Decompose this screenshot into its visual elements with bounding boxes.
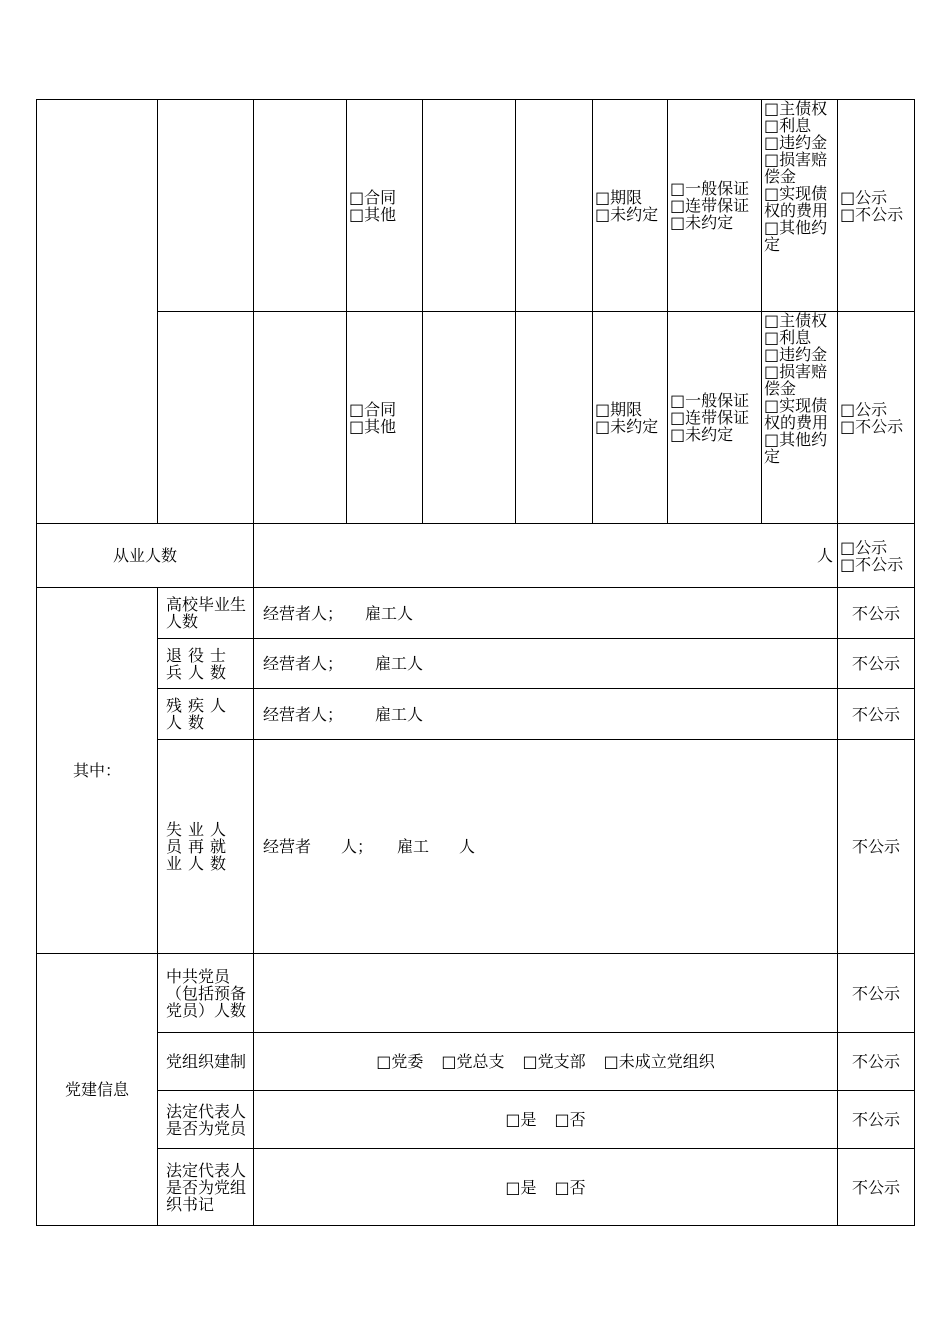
veterans-label: 退役士兵人数 <box>158 639 254 689</box>
party-members-row <box>37 954 915 1033</box>
enforcement-cost-option[interactable]: □实现债权的费用 <box>764 184 829 220</box>
rep-secretary-row <box>37 1149 915 1226</box>
blank-cell <box>158 312 254 524</box>
reemployed-label: 失业人员再就业人数 <box>158 740 254 954</box>
not-public-text: 不公示 <box>838 1091 915 1149</box>
no-party-org-option[interactable]: □未成立党组织 <box>603 1052 715 1071</box>
guarantee-period-cell[interactable] <box>593 100 668 312</box>
employee-count-text: 雇工人 <box>375 654 424 673</box>
penalty-option[interactable]: □违约金 <box>764 345 828 364</box>
party-org-row <box>37 1033 915 1091</box>
graduates-label: 高校毕业生人数 <box>158 588 254 639</box>
report-form-table <box>36 99 915 1226</box>
not-public-text: 不公示 <box>838 740 915 954</box>
rep-secretary-options[interactable] <box>254 1149 838 1226</box>
contract-type-cell[interactable] <box>347 312 423 524</box>
guarantee-type-cell[interactable] <box>668 100 762 312</box>
yes-option[interactable]: □是 <box>505 1177 537 1197</box>
rep-member-label: 法定代表人是否为党员 <box>158 1091 254 1149</box>
blank-cell <box>158 100 254 312</box>
other-agreement-option[interactable]: □其他约定 <box>764 218 828 254</box>
not-publicize-option[interactable]: □不公示 <box>840 416 904 436</box>
no-option[interactable]: □否 <box>554 1110 586 1129</box>
blank-cell <box>423 312 516 524</box>
general-guarantee-option[interactable]: □一般保证 <box>670 391 750 410</box>
person-unit-text: 人； <box>341 837 374 856</box>
blank-cell <box>516 312 593 524</box>
publicity-cell[interactable] <box>838 100 915 312</box>
rep-member-row <box>37 1091 915 1149</box>
party-members-label: 中共党员（包括预备党员）人数 <box>158 954 254 1033</box>
operator-count-text: 经营者人； <box>263 654 344 673</box>
damages-option[interactable]: □损害赔偿金 <box>764 362 828 398</box>
not-public-text: 不公示 <box>838 1149 915 1226</box>
not-public-text: 不公示 <box>838 689 915 740</box>
blank-cell <box>423 100 516 312</box>
party-building-label: 党建信息 <box>37 954 158 1226</box>
operator-label-text: 经营者 <box>263 837 312 856</box>
other-option[interactable]: □其他 <box>349 204 397 224</box>
party-members-field[interactable] <box>254 954 838 1033</box>
operator-count-text: 经营者人； <box>263 603 344 623</box>
not-public-text: 不公示 <box>838 588 915 639</box>
enforcement-cost-option[interactable]: □实现债权的费用 <box>764 396 829 432</box>
contract-option[interactable]: □合同 <box>349 399 397 419</box>
party-branch-option[interactable]: □党支部 <box>522 1052 586 1071</box>
rep-member-options[interactable] <box>254 1091 838 1149</box>
blank-cell <box>254 100 347 312</box>
principal-claim-option[interactable]: □主债权 <box>764 99 828 118</box>
graduates-field[interactable] <box>254 588 838 639</box>
blank-cell <box>254 312 347 524</box>
publicize-option[interactable]: □公示 <box>840 187 888 207</box>
joint-guarantee-option[interactable]: □连带保证 <box>670 196 750 215</box>
contract-option[interactable]: □合同 <box>349 187 397 207</box>
party-committee-option[interactable]: □党委 <box>376 1052 424 1071</box>
reemployed-row <box>37 740 915 954</box>
penalty-option[interactable]: □违约金 <box>764 133 828 152</box>
disabled-label: 残疾人人数 <box>158 689 254 740</box>
graduates-row <box>37 588 915 639</box>
other-agreement-option[interactable]: □其他约定 <box>764 430 828 466</box>
publicity-cell[interactable] <box>838 524 915 588</box>
employee-count-label: 从业人数 <box>37 524 254 588</box>
publicity-cell[interactable] <box>838 312 915 524</box>
rep-secretary-label: 法定代表人是否为党组织书记 <box>158 1149 254 1226</box>
joint-guarantee-option[interactable]: □连带保证 <box>670 408 750 427</box>
employee-count-text: 雇工人 <box>375 704 424 724</box>
among-label: 其中： <box>37 588 158 954</box>
period-option[interactable]: □期限 <box>595 399 643 419</box>
yes-option[interactable]: □是 <box>505 1110 537 1129</box>
not-publicize-option[interactable]: □不公示 <box>840 554 904 574</box>
guarantee-scope-cell[interactable] <box>762 312 838 524</box>
employee-count-unit: 人 <box>816 546 833 565</box>
guarantee-row <box>37 312 915 524</box>
not-public-text: 不公示 <box>838 954 915 1033</box>
unspecified-option[interactable]: □未约定 <box>595 204 659 224</box>
unspecified-option[interactable]: □未约定 <box>670 425 734 444</box>
disabled-row <box>37 689 915 740</box>
interest-option[interactable]: □利息 <box>764 328 812 347</box>
disabled-field[interactable] <box>254 689 838 740</box>
contract-type-cell[interactable] <box>347 100 423 312</box>
interest-option[interactable]: □利息 <box>764 116 812 135</box>
employee-count-row <box>37 524 915 588</box>
reemployed-field[interactable] <box>254 740 838 954</box>
veterans-field[interactable] <box>254 639 838 689</box>
employee-count-text: 雇工人 <box>365 603 414 623</box>
principal-claim-option[interactable]: □主债权 <box>764 311 828 330</box>
not-public-text: 不公示 <box>838 1033 915 1091</box>
unspecified-option[interactable]: □未约定 <box>595 416 659 436</box>
publicize-option[interactable]: □公示 <box>840 537 888 557</box>
party-org-options[interactable] <box>254 1033 838 1091</box>
guarantee-period-cell[interactable] <box>593 312 668 524</box>
operator-count-text: 经营者人； <box>263 704 344 724</box>
not-publicize-option[interactable]: □不公示 <box>840 204 904 224</box>
party-org-label: 党组织建制 <box>158 1033 254 1091</box>
blank-label-cell <box>37 100 158 524</box>
unspecified-option[interactable]: □未约定 <box>670 213 734 232</box>
guarantee-scope-cell[interactable] <box>762 100 838 312</box>
employee-count-field[interactable] <box>254 524 838 588</box>
period-option[interactable]: □期限 <box>595 187 643 207</box>
publicize-option[interactable]: □公示 <box>840 399 888 419</box>
damages-option[interactable]: □损害赔偿金 <box>764 150 828 186</box>
general-branch-option[interactable]: □党总支 <box>441 1052 505 1071</box>
general-guarantee-option[interactable]: □一般保证 <box>670 179 750 198</box>
employee-label-text: 雇工 <box>397 837 430 856</box>
person-unit-text: 人 <box>459 837 476 856</box>
guarantee-row <box>37 100 915 312</box>
blank-cell <box>516 100 593 312</box>
other-option[interactable]: □其他 <box>349 416 397 436</box>
no-option[interactable]: □否 <box>554 1177 586 1197</box>
veterans-row <box>37 639 915 689</box>
guarantee-type-cell[interactable] <box>668 312 762 524</box>
not-public-text: 不公示 <box>838 639 915 689</box>
